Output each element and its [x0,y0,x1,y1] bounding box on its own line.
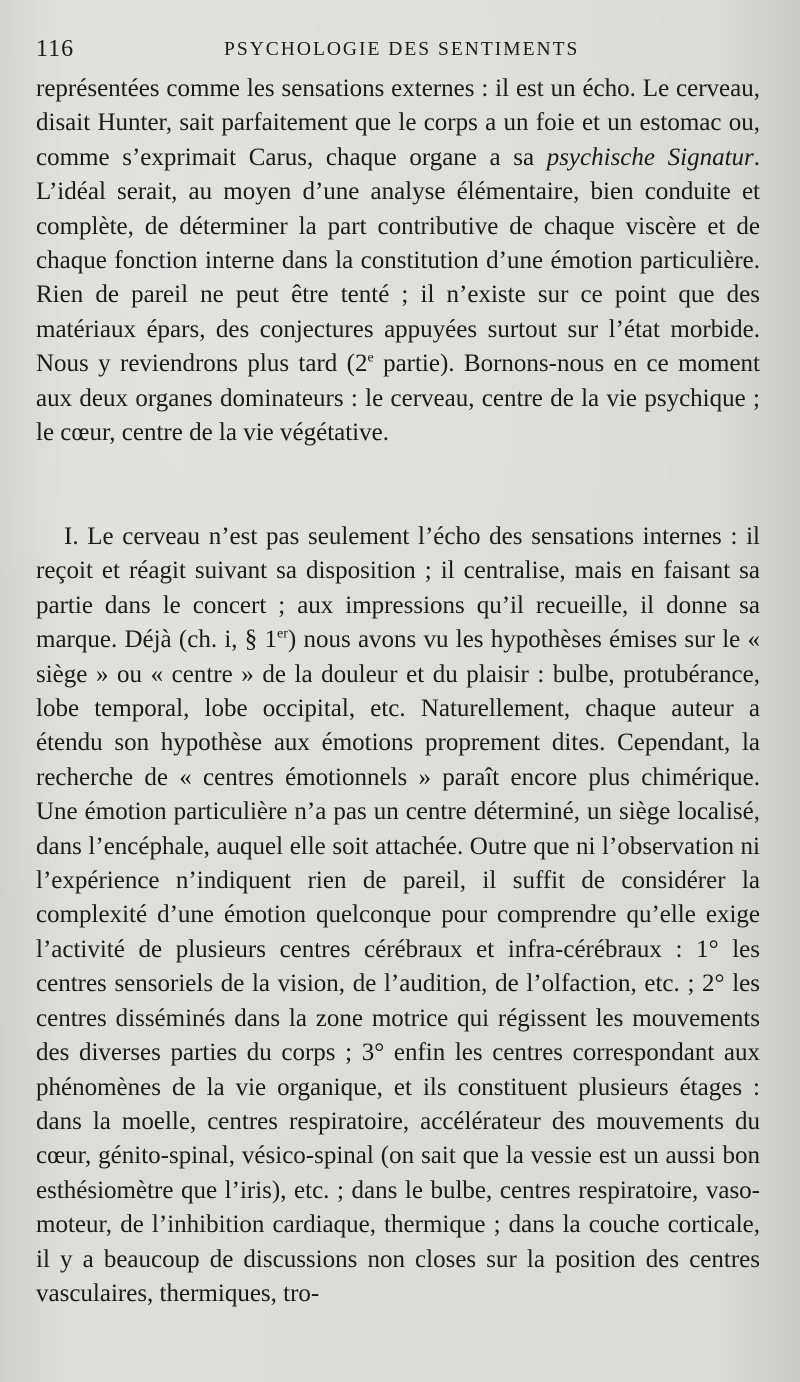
page-number: 116 [36,36,75,62]
paragraph-1-italic-term: psychische Signatur [546,143,754,171]
paragraph-1-text-a: représentées comme les sensations externes : il est un écho. Le cerveau, disait Hunter, sait parfaitement que le corps a un foie et un estomac ou, comme s’exprimait Carus, chaque organe a sa [36,75,760,171]
paragraph-2-text-b: ) nous avons vu les hypothèses émises sur le « siège » ou « centre » de la douleur et du plaisir : bulbe, protubérance, lobe temporal, lobe occipital, etc. Naturellement, chaque auteur a étendu son hypothèse aux émotions proprement dites. Cependant, la recherche de « centres émotionnels » paraît encore plus chimérique. Une émotion particulière n’a pas un centre déterminé, un siège localisé, dans l’encéphale, auquel elle soit attachée. Outre que ni l’observation ni l’expérience n’indiquent rien de pareil, il suffit de considérer la complexité d’une émotion quelconque pour comprendre qu’elle exige l’activité de plusieurs centres cérébraux et infra-cérébraux : 1° les centres sensoriels de la vision, de l’audition, de l’olfaction, etc. ; 2° les centres disséminés dans la zone motrice qui régissent les mouvements des diverses parties du corps ; 3° enfin les centres correspondant aux phénomènes de la vie organique, et ils constituent plusieurs étages : dans la moelle, centres respiratoire, accélérateur des mouvements du cœur, génito-spinal, vésico-spinal (on sait que la vessie est un aussi bon esthésiomètre que l’iris), etc. ; dans le bulbe, centres respiratoire, vaso-moteur, de l’inhibition cardiaque, thermique ; dans la couche corticale, il y a beaucoup de discussions non closes sur la position des centres vasculaires, thermiques, tro- [36,626,761,1307]
paragraph-1-text-b: . L’idéal serait, au moyen d’une analyse élémentaire, bien conduite et complète, de déterminer la part contributive de chaque viscère et de chaque fonction interne dans la constitution d’une émotion particulière. Rien de pareil ne peut être tenté ; il n’existe sur ce point que des matériaux épars, des conjectures appuyées surtout sur l’état morbide. Nous y reviendrons plus tard (2 [36,143,760,378]
running-title: PSYCHOLOGIE DES SENTIMENTS [224,39,580,60]
paragraph-1 [36,72,760,450]
paragraph-2-superscript: er [277,626,288,642]
paragraph-2-text-a: I. Le cerveau n’est pas seulement l’écho des sensations internes : il reçoit et réagit suivant sa disposition ; il centralise, mais en faisant sa partie dans le concert ; aux impressions qu’il recueille, il donne sa marque. Déjà (ch. i, § 1 [36,523,760,654]
paragraph-2 [36,520,760,1311]
paragraph-1-text-c: partie). Bornons-nous en ce moment aux deux organes dominateurs : le cerveau, centre de la vie psychique ; le cœur, centre de la vie végétative. [36,350,760,447]
paragraph-1-superscript: e [367,350,374,366]
page-header [36,36,772,66]
